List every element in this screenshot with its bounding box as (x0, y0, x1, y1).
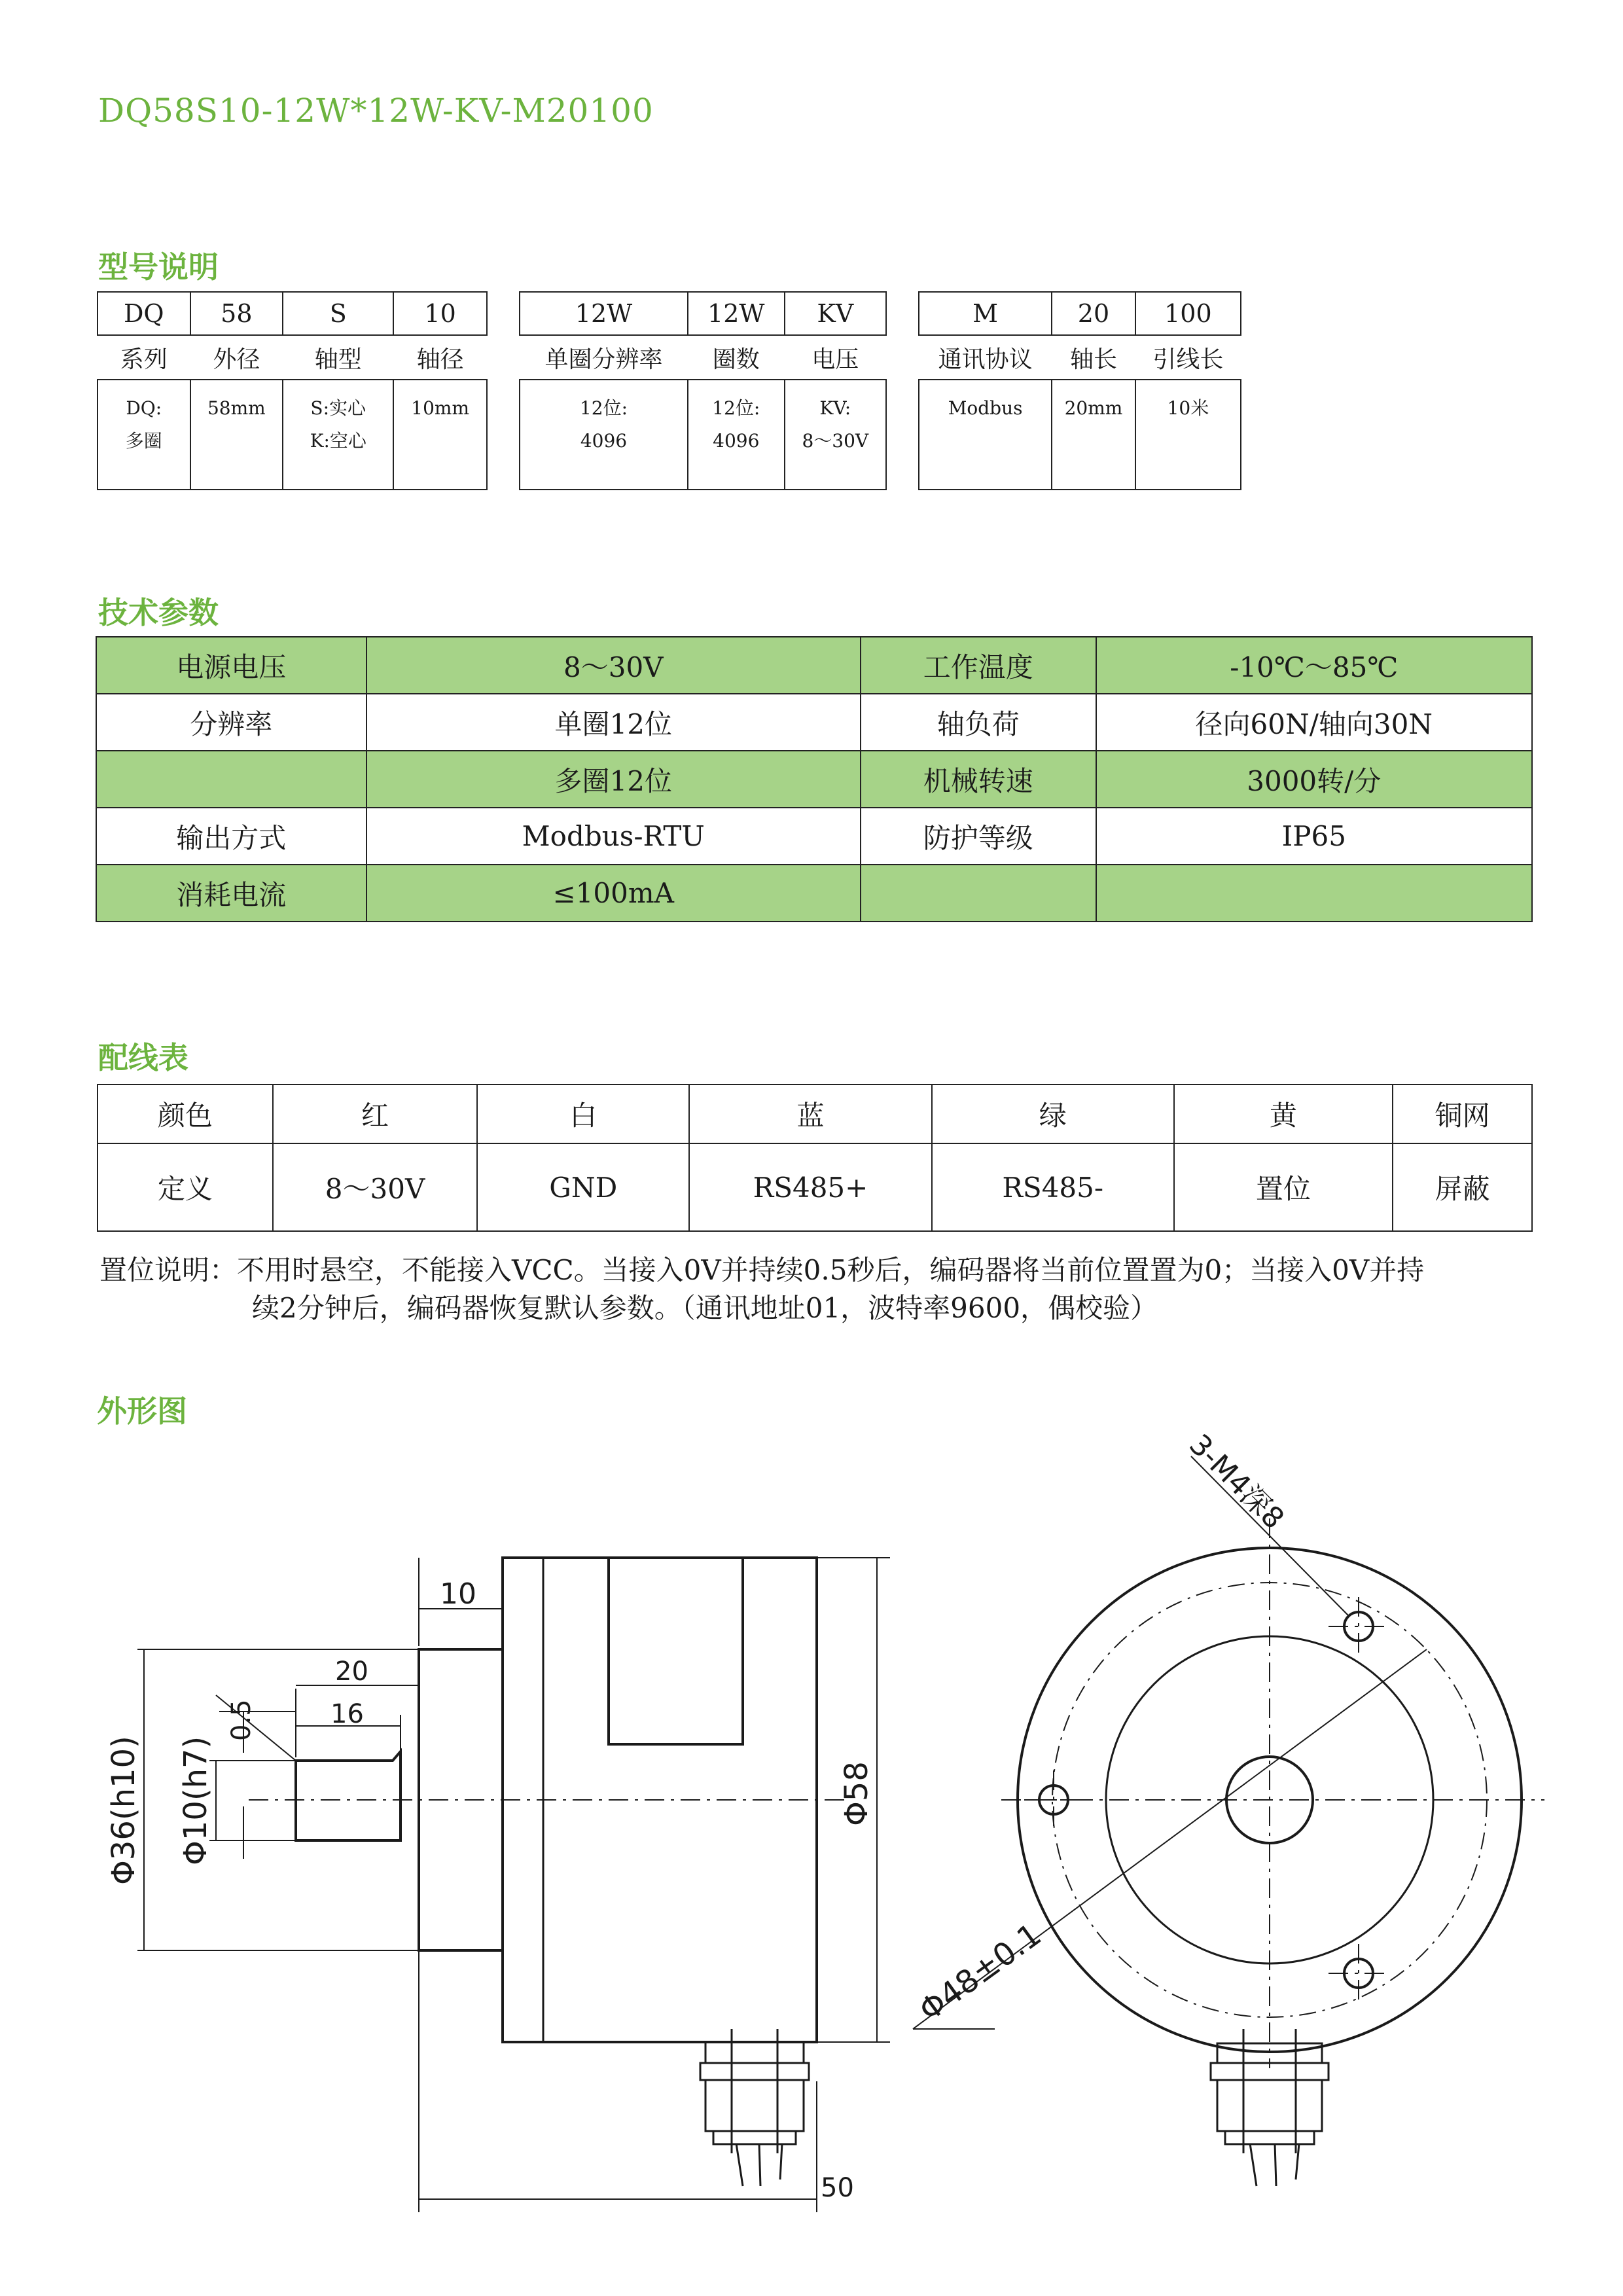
dim-20: 20 (335, 1657, 368, 1687)
param-name: 输出方式 (96, 808, 366, 865)
label-recess (609, 1558, 743, 1744)
cable-gland-side (700, 2029, 809, 2186)
param-value: 多圈12位 (366, 751, 861, 808)
section-title-wiring: 配线表 (98, 1040, 188, 1075)
model-code: 10 (393, 292, 487, 335)
dim-holes: 3-M4深8 (1183, 1427, 1291, 1536)
param-name: 机械转速 (861, 751, 1096, 808)
model-code: 100 (1135, 292, 1241, 335)
model-caption: 电压 (812, 346, 859, 373)
param-name: 消耗电流 (96, 865, 366, 922)
reset-note-line2: 续2分钟后，编码器恢复默认参数。（通讯地址01，波特率9600，偶校验） (252, 1292, 1158, 1324)
model-caption: 轴型 (314, 346, 362, 373)
model-desc: 58mm (190, 380, 283, 490)
param-value: 3000转/分 (1096, 751, 1532, 808)
param-value: 径向60N/轴向30N (1096, 694, 1532, 751)
model-desc: DQ: 多圈 (98, 380, 190, 490)
dim-0-5: 0.5 (226, 1699, 257, 1741)
model-code: M (919, 292, 1052, 335)
param-name: 轴负荷 (861, 694, 1096, 751)
param-name: 工作温度 (861, 637, 1096, 694)
model-desc: S:实心 K:空心 (283, 380, 393, 490)
param-value: IP65 (1096, 808, 1532, 865)
dim-phi58: Φ58 (838, 1761, 875, 1826)
model-code: S (283, 292, 393, 335)
model-code: 58 (190, 292, 283, 335)
dim-phi36: Φ36(h10) (105, 1736, 142, 1885)
model-desc: KV: 8～30V (785, 380, 886, 490)
dim-16: 16 (330, 1699, 364, 1729)
param-value: ≤100mA (366, 865, 861, 922)
param-name: 电源电压 (96, 637, 366, 694)
section-title-tech: 技术参数 (98, 595, 219, 630)
dim-phi10: Φ10(h7) (177, 1736, 214, 1865)
model-desc: 12位: 4096 (520, 380, 688, 490)
model-code: DQ (98, 292, 190, 335)
model-desc: 20mm (1052, 380, 1135, 490)
model-caption: 通讯协议 (938, 346, 1033, 373)
model-code: 12W (520, 292, 688, 335)
model-desc: Modbus (919, 380, 1052, 490)
model-code: KV (785, 292, 886, 335)
model-title: DQ58S10-12W*12W-KV-M20100 (98, 92, 654, 130)
param-name: 防护等级 (861, 808, 1096, 865)
param-value: -10℃～85℃ (1096, 637, 1532, 694)
model-caption: 引线长 (1152, 346, 1224, 373)
model-caption: 单圈分辨率 (544, 346, 663, 373)
dim-phi48: Φ48±0.1 (912, 1916, 1048, 2029)
section-title-model: 型号说明 (98, 249, 219, 285)
model-caption: 圈数 (712, 346, 760, 373)
dim-50: 50 (821, 2173, 854, 2203)
param-name: 分辨率 (96, 694, 366, 751)
model-caption: 外径 (213, 346, 260, 373)
model-desc: 10mm (393, 380, 487, 490)
param-value: 8～30V (366, 637, 861, 694)
section-title-outline: 外形图 (97, 1393, 187, 1429)
table-row: 颜色 红 白 蓝 绿 黄 铜网 (98, 1085, 1532, 1143)
model-caption: 系列 (120, 346, 168, 373)
shaft (296, 1751, 401, 1840)
model-code: 20 (1052, 292, 1135, 335)
model-caption: 轴径 (416, 346, 464, 373)
model-code: 12W (688, 292, 785, 335)
model-desc: 12位: 4096 (688, 380, 785, 490)
table-row: 定义 8～30V GND RS485+ RS485- 置位 屏蔽 (98, 1143, 1532, 1231)
model-desc: 10米 (1135, 380, 1241, 490)
param-value: Modbus-RTU (366, 808, 861, 865)
param-value: 单圈12位 (366, 694, 861, 751)
dim-10: 10 (440, 1577, 476, 1611)
reset-note-line1: 置位说明：不用时悬空，不能接入VCC。当接入0V并持续0.5秒后，编码器将当前位置置为0；当接入0V并持 (99, 1254, 1425, 1286)
model-caption: 轴长 (1069, 346, 1117, 373)
